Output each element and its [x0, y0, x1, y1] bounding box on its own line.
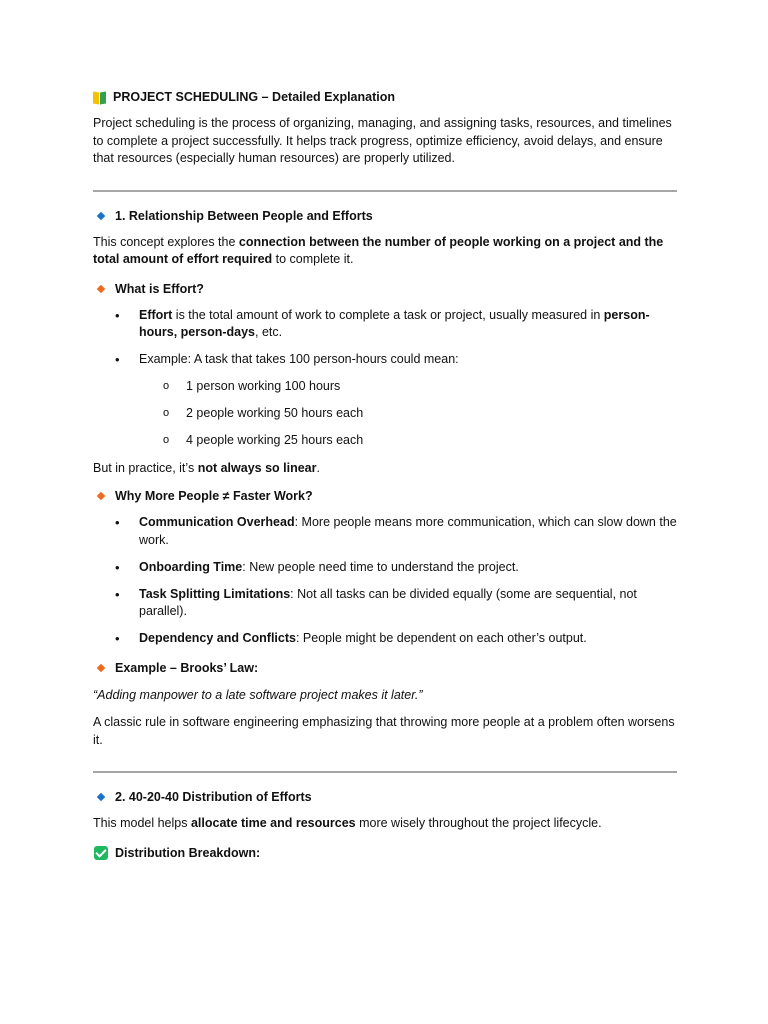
effort-list — [93, 307, 677, 369]
reason-text: : People might be dependent on each other’s output. — [295, 631, 587, 645]
document-body — [93, 88, 677, 862]
blue-diamond-icon — [97, 211, 105, 219]
reason-text: : New people need time to understand the project. — [242, 559, 519, 574]
effort-term: Effort — [139, 307, 173, 322]
list-item — [93, 586, 677, 621]
effort-definition: is the total amount of work to complete a task or project, usually measured in — [172, 307, 604, 322]
brooks-quote: “Adding manpower to a late software project makes it later.” — [93, 687, 423, 702]
section-2-intro-end: more wisely throughout the project lifecycle. — [355, 816, 602, 830]
why-heading — [93, 487, 677, 505]
blue-diamond-icon — [97, 793, 105, 801]
section-2-intro-text: This model helps — [93, 816, 191, 830]
list-item — [93, 630, 677, 648]
section-1-heading — [93, 207, 677, 225]
list-item: • Example: A task that takes 100 person-hours could mean: — [93, 351, 677, 369]
practice-note — [93, 460, 677, 478]
section-1-intro — [93, 234, 677, 269]
reason-text: : Not all tasks can be divided equally (some are sequential, not parallel). — [139, 586, 637, 618]
effort-definition-end: , etc. — [255, 325, 283, 339]
section-2-intro — [93, 815, 677, 833]
orange-diamond-icon — [97, 492, 105, 500]
brooks-explanation: A classic rule in software engineering emphasizing that throwing more people at a problem often worsens it. — [93, 715, 675, 747]
section-divider — [93, 771, 677, 773]
orange-diamond-icon — [97, 663, 105, 671]
section-2-heading-text: 2. 40-20-40 Distribution of Efforts — [115, 790, 312, 804]
section-divider — [93, 190, 677, 192]
effort-heading-text: What is Effort? — [115, 281, 204, 296]
sub-list-item: o 4 people working 25 hours each — [93, 432, 677, 450]
document-title-text: PROJECT SCHEDULING – Detailed Explanation — [113, 90, 395, 104]
why-heading-text: Why More People ≠ Faster Work? — [115, 489, 313, 503]
list-item — [93, 559, 677, 577]
section-1-intro-emphasis: connection between the number of people working on a project and the total amount of effort required — [93, 234, 664, 266]
practice-note-end: . — [316, 460, 320, 475]
practice-note-emphasis: not always so linear — [197, 460, 317, 475]
check-icon — [94, 846, 108, 860]
breakdown-heading-text: Distribution Breakdown: — [115, 845, 261, 860]
reason-text: : More people means more communication, which can slow down the work. — [139, 515, 677, 547]
reason-term: Communication Overhead — [139, 515, 295, 529]
brooks-heading-text: Example – Brooks’ Law: — [115, 660, 259, 675]
effort-heading — [93, 280, 677, 298]
practice-note-text: But in practice, it’s — [93, 460, 198, 475]
section-1-heading-text: 1. Relationship Between People and Efforts — [115, 208, 373, 223]
document-title — [93, 88, 677, 106]
breakdown-heading — [93, 844, 677, 862]
intro-paragraph: Project scheduling is the process of organizing, managing, and assigning tasks, resources, and timelines to complete a project successfully. It helps track progress, optimize efficiency, avoid delays, and ensure that resources (especially human resources) are properly utilized. — [93, 116, 672, 165]
effort-sub-list — [93, 378, 677, 450]
list-item — [93, 307, 677, 342]
why-list — [93, 514, 677, 648]
brooks-heading — [93, 659, 677, 677]
reason-term: Task Splitting Limitations — [139, 586, 291, 601]
section-1-intro-text: This concept explores the — [93, 234, 239, 249]
section-2-heading — [93, 788, 677, 806]
list-item — [93, 514, 677, 549]
sub-list-item: o 2 people working 50 hours each — [93, 405, 677, 423]
reason-term: Onboarding Time — [139, 559, 243, 574]
section-1-intro-end: to complete it. — [272, 252, 354, 266]
section-2-intro-emphasis: allocate time and resources — [190, 816, 356, 830]
reason-term: Dependency and Conflicts — [139, 631, 296, 645]
orange-diamond-icon — [97, 284, 105, 292]
effort-units: person-hours, person-days — [139, 307, 650, 339]
book-icon — [93, 91, 106, 104]
sub-list-item: o 1 person working 100 hours — [93, 378, 677, 396]
